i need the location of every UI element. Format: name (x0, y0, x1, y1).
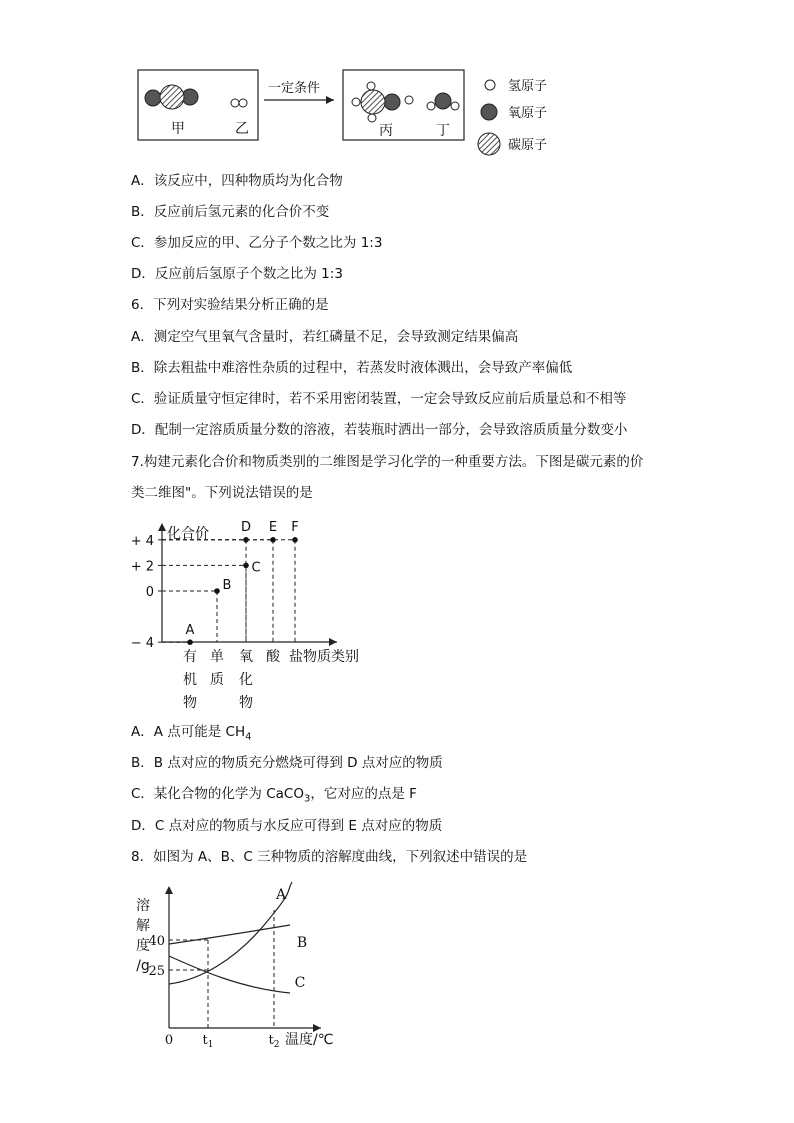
atom-legend (478, 79, 547, 155)
legend-carbon: 碳原子 (508, 138, 548, 153)
molecule-ding (427, 93, 459, 110)
q5-option-b: B．反应前后氢元素的化合价不变 (131, 204, 330, 220)
curve-B (169, 925, 290, 944)
q7-option-a (131, 723, 252, 747)
point-label: A (185, 623, 195, 639)
q7-option-a-sub: 4 (245, 731, 252, 743)
x-tick-label: $t_1$ (202, 1033, 214, 1050)
curve-C (169, 956, 290, 993)
reaction-condition: 一定条件 (268, 81, 321, 96)
x-category-label: 单 (210, 649, 224, 665)
x-axis-arrow (329, 638, 337, 646)
x-category-label: 有 (183, 649, 197, 665)
molecule-bing (352, 82, 413, 122)
molecule-yi (231, 99, 247, 107)
point-label: F (291, 519, 299, 535)
q6-stem: 6．下列对实验结果分析正确的是 (131, 297, 329, 313)
series-label: A (275, 887, 287, 903)
q6-option-b: B．除去粗盐中难溶性杂质的过程中，若蒸发时液体溅出，会导致产率偏低 (131, 360, 573, 376)
label-jia: 甲 (171, 121, 185, 137)
point-label: D (240, 519, 252, 535)
q8-stem: 8．如图为 A、B、C 三种物质的溶解度曲线，下列叙述中错误的是 (131, 849, 528, 865)
carbon-atom-icon (478, 133, 500, 155)
solubility-chart (0, 880, 794, 1060)
y-axis-label: 度 (136, 938, 150, 954)
q7-option-c-suffix: ，它对应的点是 F (310, 786, 417, 802)
q6-option-a: A．测定空气里氧气含量时，若红磷量不足，会导致测定结果偏高 (131, 329, 519, 345)
y-tick-label: + 2 (130, 559, 154, 575)
y-axis-label: 溶 (136, 898, 150, 914)
q7-option-a-text: A．A 点可能是 CH (131, 724, 246, 740)
y-tick-label: + 4 (130, 533, 154, 549)
q6-option-d: D．配制一定溶质质量分数的溶液，若装瓶时洒出一部分，会导致溶质质量分数变小 (131, 422, 628, 438)
series-label: B (296, 935, 308, 951)
x-axis-label: 物质类别 (303, 649, 359, 665)
q7-option-c-text: C．某化合物的化学为 CaCO (131, 786, 304, 802)
point-A (187, 639, 193, 645)
y-axis-label: 化合价 (167, 526, 209, 542)
y-tick-label: 0 (145, 585, 154, 600)
x-category-label: 物 (183, 695, 197, 711)
x-axis-arrow (313, 1024, 321, 1032)
molecule-jia (145, 85, 198, 109)
reaction-diagram (0, 0, 794, 170)
label-ding: 丁 (436, 123, 450, 139)
y-tick-label: 25 (148, 964, 165, 979)
label-bing: 丙 (379, 123, 393, 139)
series-label: C (294, 975, 306, 991)
q7-stem-line2: 类二维图"。下列说法错误的是 (131, 485, 313, 501)
y-axis-arrow (158, 523, 166, 531)
valence-class-chart (0, 515, 794, 715)
y-axis-label: /g (136, 958, 150, 974)
y-tick-label: − 4 (130, 636, 154, 652)
q7-stem-line1: 7.构建元素化合价和物质类别的二维图是学习化学的一种重要方法。下图是碳元素的价 (131, 454, 644, 470)
x-category-label: 机 (183, 672, 197, 688)
x-category-label: 物 (239, 695, 253, 711)
legend-oxygen: 氧原子 (508, 106, 548, 121)
oxygen-atom-icon (481, 104, 497, 120)
q5-option-d: D．反应前后氢原子个数之比为 1:3 (131, 266, 343, 282)
q7-option-d: D．C 点对应的物质与水反应可得到 E 点对应的物质 (131, 818, 443, 834)
point-label: E (268, 519, 278, 535)
x-category-label: 酸 (266, 649, 280, 665)
x-category-label: 化 (239, 672, 253, 688)
x-tick-label: 0 (164, 1033, 174, 1048)
x-tick-label: $t_2$ (268, 1033, 280, 1050)
x-category-label: 氧 (239, 649, 253, 665)
q7-option-c-sub: 3 (303, 793, 311, 805)
y-axis-arrow (165, 886, 173, 894)
x-tick-sub: 1 (207, 1040, 214, 1050)
y-tick-label: 40 (148, 934, 165, 949)
hydrogen-atom-icon (485, 80, 495, 90)
point-B (214, 588, 220, 594)
legend-hydrogen: 氢原子 (508, 79, 548, 94)
point-label: B (222, 578, 232, 593)
x-axis-label: 温度/℃ (285, 1032, 334, 1048)
q5-option-c: C．参加反应的甲、乙分子个数之比为 1:3 (131, 235, 383, 251)
q5-option-a: A．该反应中，四种物质均为化合物 (131, 173, 343, 189)
y-axis-label: 解 (136, 918, 150, 934)
x-tick-sub: 2 (273, 1040, 280, 1050)
point-F (292, 537, 298, 543)
x-category-label: 质 (210, 672, 224, 688)
point-label: C (251, 560, 261, 576)
q7-option-b: B．B 点对应的物质充分燃烧可得到 D 点对应的物质 (131, 755, 443, 771)
q6-option-c: C．验证质量守恒定律时，若不采用密闭装置，一定会导致反应前后质量总和不相等 (131, 391, 627, 407)
x-axis-label-prefix: 盐 (289, 649, 303, 665)
label-yi: 乙 (235, 121, 249, 137)
q7-option-c (131, 785, 417, 809)
